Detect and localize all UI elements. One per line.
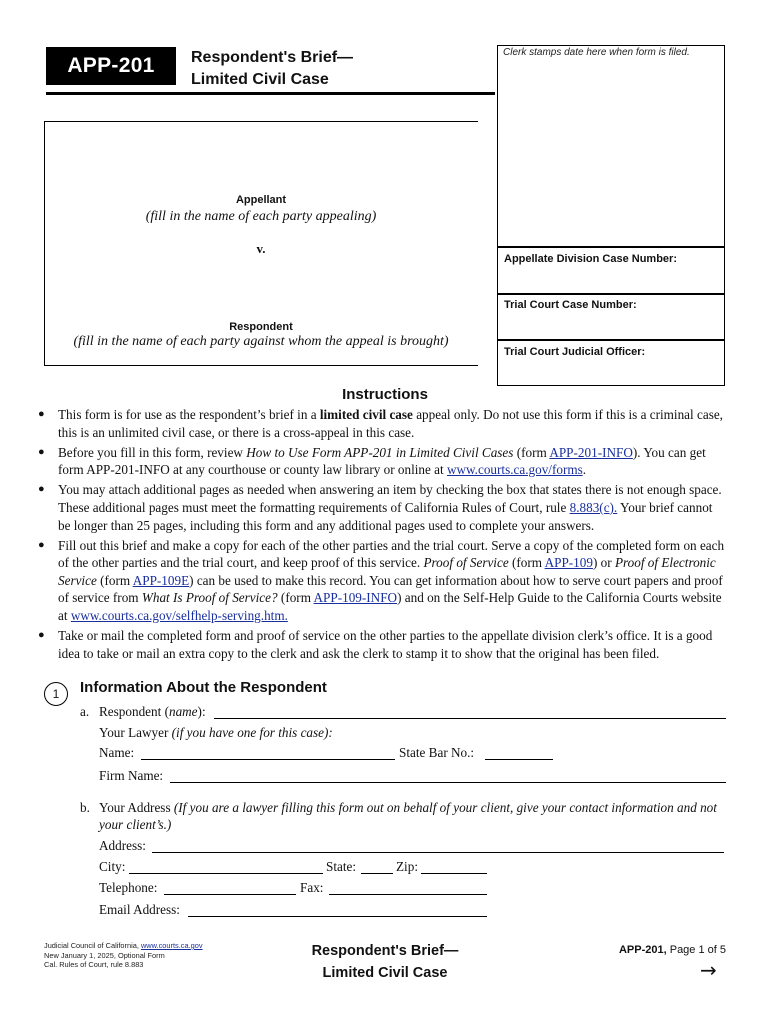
zip-label: Zip: (396, 859, 418, 874)
address-label: Address: (99, 838, 146, 853)
state-input[interactable] (361, 873, 393, 874)
state-label: State: (326, 859, 357, 874)
courts-forms-link[interactable]: www.courts.ca.gov/forms (446, 462, 583, 478)
versus-label: v. (256, 241, 266, 256)
footer-title: Respondent's Brief— Limited Civil Case (311, 943, 459, 981)
respondent-name-label: Respondent (name): (99, 704, 206, 719)
rule-8883c-link[interactable]: 8.883(c). (569, 499, 618, 515)
item-a-marker: a. (80, 704, 90, 719)
lawyer-name-input[interactable] (141, 759, 395, 760)
address-instructions: Your Address (If you are a lawyer filling this form out on behalf of your client, give your contact information and not your client’s.) (99, 800, 717, 832)
page-indicator: APP-201, Page 1 of 5 (618, 944, 726, 956)
form-title-line2: Limited Civil Case (191, 71, 329, 88)
lawyer-name-label: Name: (99, 745, 135, 760)
bullet-icon: ● (38, 408, 45, 420)
city-label: City: (99, 859, 126, 874)
respondent-label: Respondent (229, 321, 293, 333)
selfhelp-serving-link[interactable]: www.courts.ca.gov/selfhelp-serving.htm. (70, 608, 288, 624)
form-title (191, 47, 491, 91)
app-109-link[interactable]: APP-109 (544, 555, 593, 571)
firm-name-input[interactable] (170, 782, 726, 783)
app-109-info-link[interactable]: APP-109-INFO (313, 590, 398, 606)
firm-name-label: Firm Name: (99, 768, 164, 783)
instructions-heading: Instructions (342, 386, 428, 403)
email-label: Email Address: (99, 902, 180, 917)
judicial-officer-field[interactable]: Trial Court Judicial Officer: (504, 346, 646, 358)
form-number-badge: APP-201 (46, 47, 176, 85)
lawyer-label: Your Lawyer (if you have one for this case): (99, 725, 333, 740)
clerk-stamp-box (497, 45, 725, 386)
appellant-hint: (fill in the name of each party appealing) (145, 209, 377, 224)
list-item: ● Take or mail the completed form and proof of service on the other parties to the appellate division clerk’s office. It is a good idea to take or mail an extra copy to the clerk and ask the clerk to stamp it to show that the original has been filed. (38, 628, 713, 661)
app-109e-link[interactable]: APP-109E (132, 572, 190, 588)
trial-case-number-field[interactable]: Trial Court Case Number: (504, 299, 637, 311)
section-number-badge: 1 (44, 682, 68, 706)
state-bar-input[interactable] (485, 759, 553, 760)
email-input[interactable] (188, 916, 487, 917)
appellant-label: Appellant (235, 194, 287, 206)
clerk-stamp-label: Clerk stamps date here when form is filed. (503, 47, 690, 58)
list-item: ● This form is for use as the respondent’s brief in a limited civil case appeal only. Do not use this form if this is a criminal case, this is an unlimited civil case, or there is a cross-appeal in this case. (38, 407, 723, 440)
next-page-arrow-icon[interactable]: → (700, 958, 717, 982)
case-number-divider (497, 293, 725, 295)
courts-home-link[interactable]: www.courts.ca.gov (140, 941, 203, 950)
fax-input[interactable] (329, 894, 487, 895)
city-input[interactable] (129, 873, 323, 874)
list-item: ● You may attach additional pages as needed when answering an item by checking the box that states there is not enough space. These additional pages must meet the formatting requirements of California Rules of Court, rule 8.883(c). Your brief cannot be longer than 25 pages, including this form and any additional pages used to complete your answers. (38, 482, 722, 533)
telephone-input[interactable] (164, 894, 296, 895)
instructions-list (38, 406, 728, 665)
item-b-marker: b. (80, 800, 90, 815)
header-rule (46, 92, 495, 95)
list-item: ● Before you fill in this form, review How to Use Form APP-201 in Limited Civil Cases (form APP-201-INFO). You can get form APP-201-INFO at any courthouse or county law library or online at www.courts.ca.gov/forms. (38, 444, 706, 478)
footer-citation: Judicial Council of California, www.courts.ca.gov New January 1, 2025, Optional Form Cal. Rules of Court, rule 8.883 (44, 941, 203, 969)
case-number-divider (497, 339, 725, 341)
fax-label: Fax: (300, 880, 324, 895)
state-bar-label: State Bar No.: (399, 745, 475, 760)
bullet-icon: ● (38, 629, 45, 642)
respondent-hint: (fill in the name of each party against whom the appeal is brought) (73, 334, 449, 349)
respondent-name-input[interactable] (214, 718, 726, 719)
bullet-icon: ● (38, 483, 45, 496)
address-input[interactable] (152, 852, 724, 853)
appellate-case-number-field[interactable]: Appellate Division Case Number: (504, 253, 677, 265)
form-title-line1: Respondent's Brief— (191, 49, 354, 66)
bullet-icon: ● (38, 445, 45, 458)
list-item: ● Fill out this brief and make a copy for each of the other parties and the trial court. Serve a copy of the completed form on each of the other parties and the trial court, and keep proof of this service. Proof of Service (form APP-109) or Proof of Electronic Service (form APP-109E) can be used to make this record. You can get information about how to serve court papers and proof of service from What Is Proof of Service? (form APP-109-INFO) and on the Self-Help Guide to the California Courts website at www.courts.ca.gov/selfhelp-serving.htm. (38, 537, 725, 624)
zip-input[interactable] (421, 873, 487, 874)
app-201-info-link[interactable]: APP-201-INFO (549, 444, 633, 460)
section-title: Information About the Respondent (80, 679, 327, 696)
bullet-icon: ● (38, 538, 45, 551)
telephone-label: Telephone: (99, 880, 158, 895)
case-number-divider (497, 246, 725, 248)
